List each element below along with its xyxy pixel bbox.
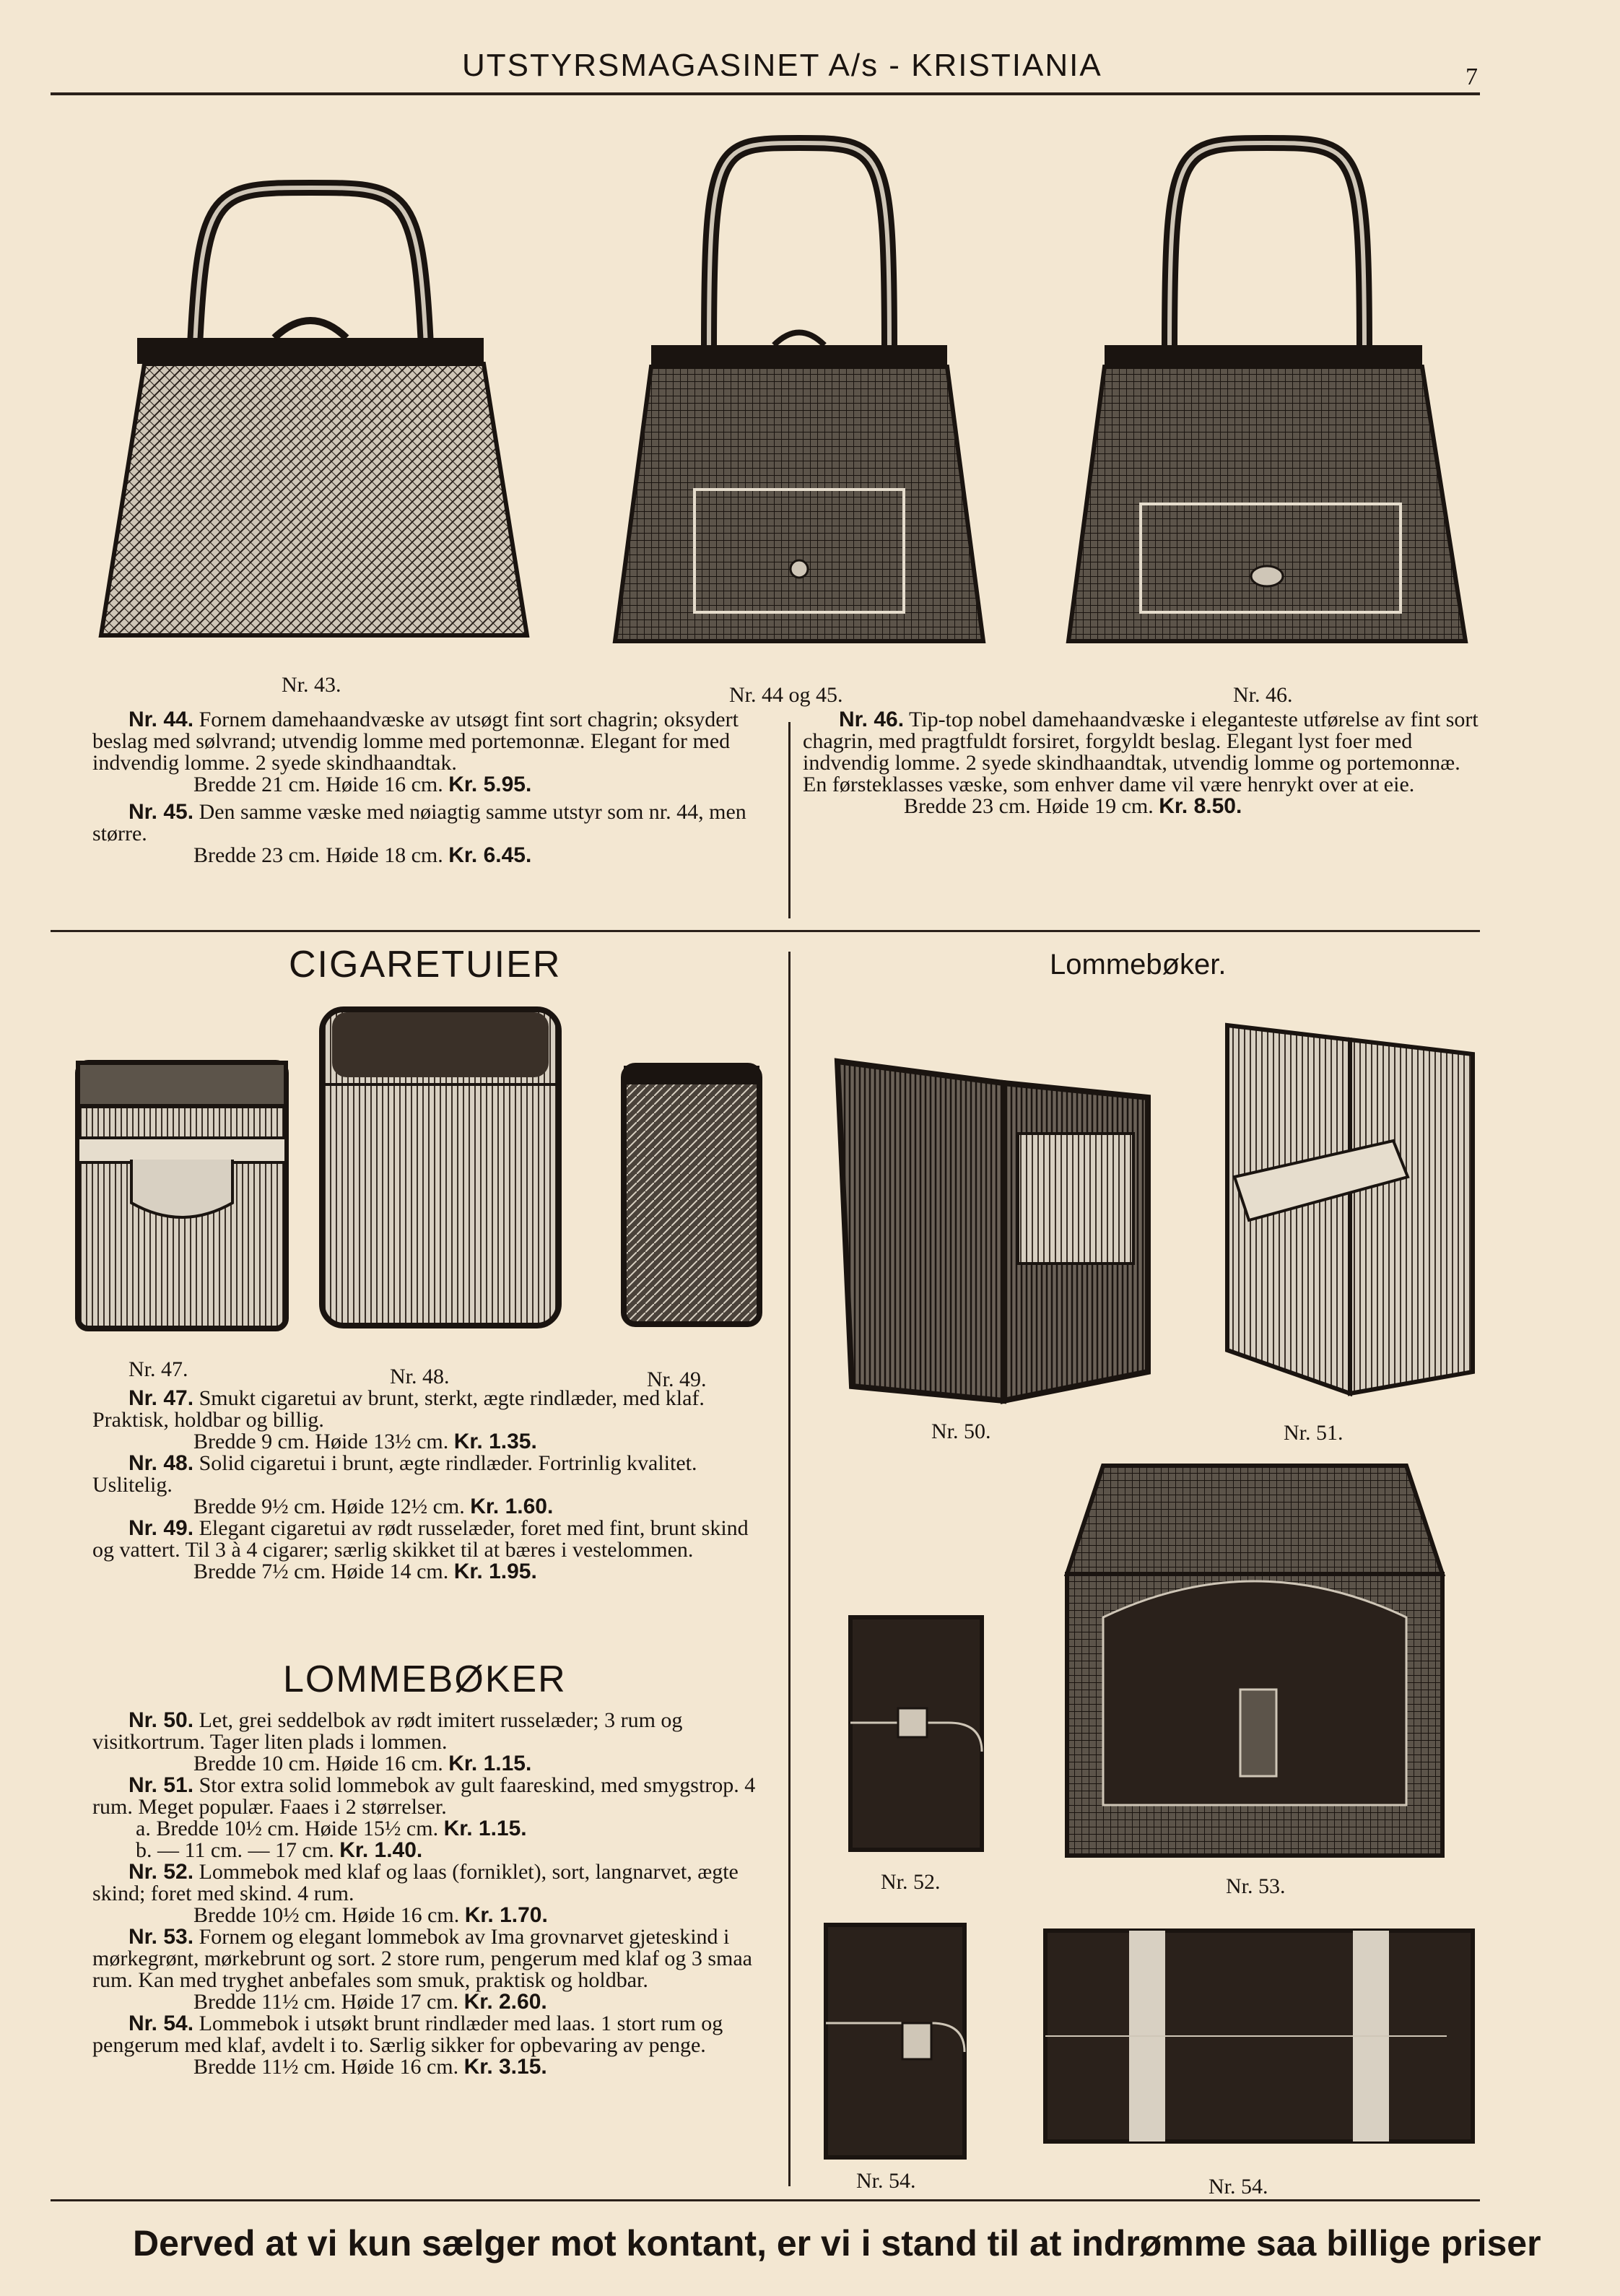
lommeboker-description	[92, 1710, 768, 2078]
item-number: Nr. 49.	[129, 1516, 194, 1540]
section-heading-cigaretuier: CIGARETUIER	[289, 944, 562, 986]
caption-nr-52: Nr. 52.	[881, 1870, 941, 1894]
item-size: Bredde 7½ cm. Høide 14 cm.	[193, 1560, 449, 1583]
bags-description-right	[803, 709, 1481, 817]
wallet-51-illustration	[1220, 1011, 1480, 1415]
item-description: Smukt cigaretui av brunt, sterkt, ægte rindlæder, med klaf. Praktisk, holdbar og billig.	[92, 1386, 705, 1432]
item-description: Solid cigaretui i brunt, ægte rindlæder. Fortrinlig kvalitet. Uslitelig.	[92, 1451, 697, 1497]
item-price: Kr. 1.70.	[464, 1903, 548, 1927]
item-number: Nr. 52.	[129, 1860, 194, 1884]
item-price: Kr. 2.60.	[463, 1990, 547, 2014]
item-size: Bredde 9 cm. Høide 13½ cm.	[193, 1430, 449, 1453]
item-price: Kr. 3.15.	[463, 2055, 547, 2079]
item-description: Elegant cigaretui av rødt russelæder, foret med fint, brunt skind og vattert. Til 3 à 4 cigarer; særlig skikket til at bæres i vestelommen.	[92, 1516, 749, 1562]
item-number: Nr. 47.	[129, 1386, 194, 1410]
handbag-46-illustration	[1061, 129, 1480, 656]
caption-nr-53: Nr. 53.	[1226, 1874, 1286, 1898]
item-size: Bredde 11½ cm. Høide 17 cm.	[193, 1990, 459, 2014]
item-description: Stor extra solid lommebok av gult faareskind, med smygstrop. 4 rum. Meget populær. Faaes i 2 størrelser.	[92, 1773, 756, 1819]
item-description: Fornem og elegant lommebok av Ima grovnarvet gjeteskind i mørkegrønt, mørkebrunt og sort. 2 store rum, pengerum med klaf og 3 smaa rum. Kan med tryghet anbefales som smuk, praktisk og holdbar.	[92, 1925, 752, 1992]
item-description: Fornem damehaandvæske av utsøgt fint sort chagrin; oksydert beslag med sølvrand; utvendig lomme med portemonnæ. Elegant for med indvendig lomme. 2 syede skindhaandtak.	[92, 708, 739, 775]
header-rule	[51, 92, 1480, 95]
cigaretui-49-illustration	[619, 1061, 764, 1329]
item-description: Den samme væske med nøiagtig samme utstyr som nr. 44, men større.	[92, 800, 746, 845]
footer-rule	[51, 2199, 1480, 2201]
section-rule	[51, 930, 1480, 932]
footer-slogan: Derved at vi kun sælger mot kontant, er vi i stand til at indrømme saa billige priser	[133, 2223, 1541, 2264]
caption-nr-44-45: Nr. 44 og 45.	[729, 683, 843, 707]
caption-nr-48: Nr. 48.	[390, 1365, 450, 1388]
item-size: Bredde 11½ cm. Høide 16 cm.	[193, 2055, 459, 2079]
caption-nr-43: Nr. 43.	[282, 673, 341, 697]
item-price: Kr. 8.50.	[1159, 794, 1242, 818]
item-number: Nr. 44.	[129, 708, 194, 731]
column-rule-top	[788, 722, 791, 918]
handbag-44-45-illustration	[601, 129, 1005, 656]
caption-nr-46: Nr. 46.	[1233, 683, 1293, 707]
bags-description-left	[92, 709, 768, 866]
item-description: Lommebok med klaf og laas (forniklet), sort, langnarvet, ægte skind; foret med skind. 4 rum.	[92, 1860, 739, 1905]
item-size: Bredde 23 cm. Høide 18 cm.	[193, 843, 443, 867]
column-rule-middle	[788, 952, 791, 2186]
item-number: Nr. 53.	[129, 1925, 194, 1949]
item-size-b: b. — 11 cm. — 17 cm.	[136, 1838, 334, 1862]
item-size: Bredde 23 cm. Høide 19 cm.	[904, 794, 1154, 818]
item-price: Kr. 1.95.	[453, 1560, 537, 1583]
item-number: Nr. 48.	[129, 1451, 194, 1475]
item-number: Nr. 50.	[129, 1708, 194, 1732]
cigaretuier-description	[92, 1388, 768, 1583]
item-price: Kr. 1.60.	[470, 1495, 554, 1518]
caption-nr-49: Nr. 49.	[647, 1367, 707, 1391]
item-number: Nr. 46.	[839, 708, 905, 731]
wallet-50-illustration	[823, 1054, 1162, 1408]
cigaretui-48-illustration	[318, 1005, 563, 1330]
wallet-53-illustration	[1060, 1458, 1450, 1863]
caption-nr-51: Nr. 51.	[1284, 1421, 1344, 1445]
page-header-title: UTSTYRSMAGASINET A/s - KRISTIANIA	[462, 48, 1102, 83]
item-number: Nr. 45.	[129, 800, 194, 824]
section-heading-lommeboker: LOMMEBØKER	[283, 1658, 567, 1700]
item-size: Bredde 9½ cm. Høide 12½ cm.	[193, 1495, 465, 1518]
item-size: Bredde 21 cm. Høide 16 cm.	[193, 773, 443, 796]
wallet-52-illustration	[848, 1614, 985, 1853]
caption-nr-47: Nr. 47.	[129, 1357, 188, 1381]
cigaretui-47-illustration	[74, 1058, 290, 1333]
caption-nr-54-right: Nr. 54.	[1209, 2175, 1268, 2199]
item-price: Kr. 6.45.	[448, 843, 532, 867]
item-price: Kr. 1.15.	[448, 1752, 532, 1775]
handbag-43-illustration	[94, 173, 534, 650]
item-number: Nr. 54.	[129, 2012, 194, 2035]
item-price: Kr. 1.35.	[453, 1430, 537, 1453]
item-price-b: Kr. 1.40.	[339, 1838, 423, 1862]
caption-nr-50: Nr. 50.	[931, 1419, 991, 1443]
item-size: Bredde 10 cm. Høide 16 cm.	[193, 1752, 443, 1775]
item-size-a: a. Bredde 10½ cm. Høide 15½ cm.	[136, 1817, 439, 1840]
page-number: 7	[1466, 64, 1478, 90]
item-description: Lommebok i utsøkt brunt rindlæder med laas. 1 stort rum og pengerum med klaf, avdelt i to. Særlig sikker for opbevaring av penge.	[92, 2012, 723, 2057]
caption-nr-54-left: Nr. 54.	[856, 2169, 916, 2193]
item-price: Kr. 5.95.	[448, 773, 532, 796]
wallet-54-open-illustration	[1042, 1928, 1476, 2144]
item-price-a: Kr. 1.15.	[443, 1817, 527, 1840]
section-heading-lommeboker-right: Lommebøker.	[1050, 949, 1227, 980]
item-description: Let, grei seddelbok av rødt imitert russelæder; 3 rum og visitkortrum. Tager liten plads i lommen.	[92, 1708, 683, 1754]
item-description: Tip-top nobel damehaandvæske i eleganteste utførelse av fint sort chagrin, med pragtfuldt forsiret, forgyldt beslag. Elegant lyst foer med indvendig lomme. 2 syede skindhaandtak, utvendig lomme og portemonnæ. En førsteklasses væske, som enhver dame vil være henrykt over at eie.	[803, 708, 1479, 796]
item-size: Bredde 10½ cm. Høide 16 cm.	[193, 1903, 460, 1927]
item-number: Nr. 51.	[129, 1773, 194, 1797]
wallet-54-closed-illustration	[823, 1922, 967, 2160]
